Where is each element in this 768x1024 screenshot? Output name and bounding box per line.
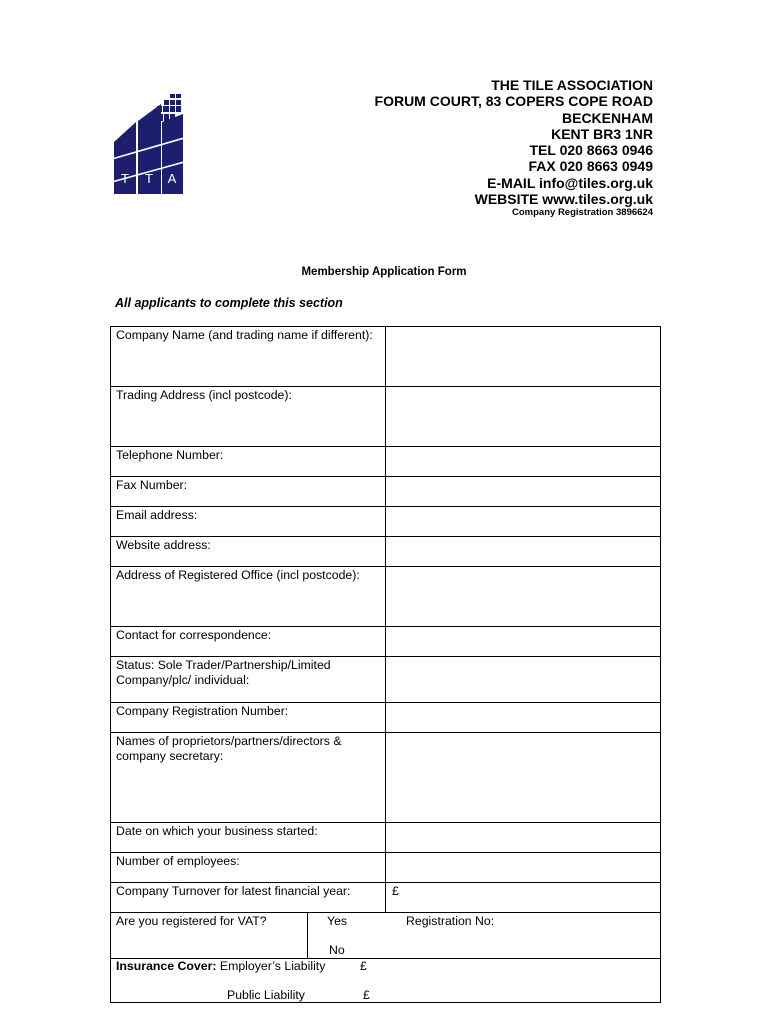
form-row <box>111 567 661 627</box>
form-row <box>111 387 661 447</box>
vat-yes-option[interactable]: Yes <box>327 914 348 928</box>
field-label: Company Registration Number: <box>111 703 386 733</box>
form-row <box>111 733 661 823</box>
vat-options <box>308 913 661 959</box>
form-title: Membership Application Form <box>301 266 467 278</box>
email-field[interactable] <box>386 507 661 537</box>
contact-field[interactable] <box>386 627 661 657</box>
field-label: Trading Address (incl postcode): <box>111 387 386 447</box>
address-line: KENT BR3 1NR <box>551 125 653 142</box>
address-block <box>375 77 653 218</box>
currency-symbol: £ <box>392 884 399 898</box>
form-row <box>111 537 661 567</box>
vat-no-option[interactable]: No <box>329 943 345 957</box>
employers-liability-currency[interactable]: £ <box>360 959 367 973</box>
logo-letter: A <box>167 171 177 186</box>
logo-letter: T <box>121 171 129 186</box>
employers-liability-label: Employer’s Liability <box>219 959 326 973</box>
insurance-heading: Insurance Cover: <box>116 959 217 973</box>
business-start-date-field[interactable] <box>386 823 661 853</box>
form-row <box>111 823 661 853</box>
form-row <box>111 477 661 507</box>
field-label: Number of employees: <box>111 853 386 883</box>
form-row <box>111 853 661 883</box>
public-liability-label: Public Liability <box>227 988 305 1002</box>
website-field[interactable] <box>386 537 661 567</box>
form-row <box>111 657 661 703</box>
section-note: All applicants to complete this section <box>115 296 343 310</box>
form-row <box>111 627 661 657</box>
field-label: Names of proprietors/partners/directors & company secretary: <box>111 733 386 823</box>
trading-address-field[interactable] <box>386 387 661 447</box>
logo-square <box>170 106 175 112</box>
field-label: Date on which your business started: <box>111 823 386 853</box>
fax: FAX 020 8663 0949 <box>528 158 653 175</box>
field-label: Fax Number: <box>111 477 386 507</box>
employees-field[interactable] <box>386 853 661 883</box>
company-registration: Company Registration 3896624 <box>512 207 653 219</box>
field-label: Company Turnover for latest financial year: <box>111 883 386 913</box>
telephone: TEL 020 8663 0946 <box>529 142 653 159</box>
application-form-table <box>110 326 661 1003</box>
logo-square <box>163 106 169 112</box>
status-field[interactable] <box>386 657 661 703</box>
website: WEBSITE www.tiles.org.uk <box>474 191 653 208</box>
proprietors-field[interactable] <box>386 733 661 823</box>
field-label: Status: Sole Trader/Partnership/Limited Company/plc/ individual: <box>111 657 386 703</box>
field-label: Address of Registered Office (incl postcode): <box>111 567 386 627</box>
form-row <box>111 507 661 537</box>
logo-square <box>176 94 181 98</box>
field-label: Are you registered for VAT? <box>111 913 308 959</box>
logo-letter: T <box>145 171 153 186</box>
form-row <box>111 883 661 913</box>
telephone-field[interactable] <box>386 447 661 477</box>
company-name-field[interactable] <box>386 327 661 387</box>
field-label: Company Name (and trading name if different): <box>111 327 386 387</box>
address-line: BECKENHAM <box>562 109 653 126</box>
form-row <box>111 327 661 387</box>
field-label: Email address: <box>111 507 386 537</box>
turnover-field[interactable] <box>386 883 661 913</box>
field-label: Telephone Number: <box>111 447 386 477</box>
tta-logo <box>112 92 184 200</box>
fax-field[interactable] <box>386 477 661 507</box>
form-row <box>111 959 661 1003</box>
logo-square <box>176 106 181 112</box>
form-row <box>111 913 661 959</box>
registration-number-field[interactable] <box>386 703 661 733</box>
vat-registration-label: Registration No: <box>406 914 495 928</box>
form-row <box>111 447 661 477</box>
form-row <box>111 703 661 733</box>
public-liability-currency[interactable]: £ <box>363 988 370 1002</box>
field-label: Contact for correspondence: <box>111 627 386 657</box>
logo-square <box>164 100 169 105</box>
email: E-MAIL info@tiles.org.uk <box>487 174 653 191</box>
insurance-cover-cell <box>111 959 661 1003</box>
registered-office-field[interactable] <box>386 567 661 627</box>
field-label: Website address: <box>111 537 386 567</box>
logo-square <box>170 100 175 105</box>
logo-square <box>170 94 175 98</box>
org-name: THE TILE ASSOCIATION <box>491 77 653 93</box>
logo-square <box>176 100 181 105</box>
address-line: FORUM COURT, 83 COPERS COPE ROAD <box>374 93 653 110</box>
